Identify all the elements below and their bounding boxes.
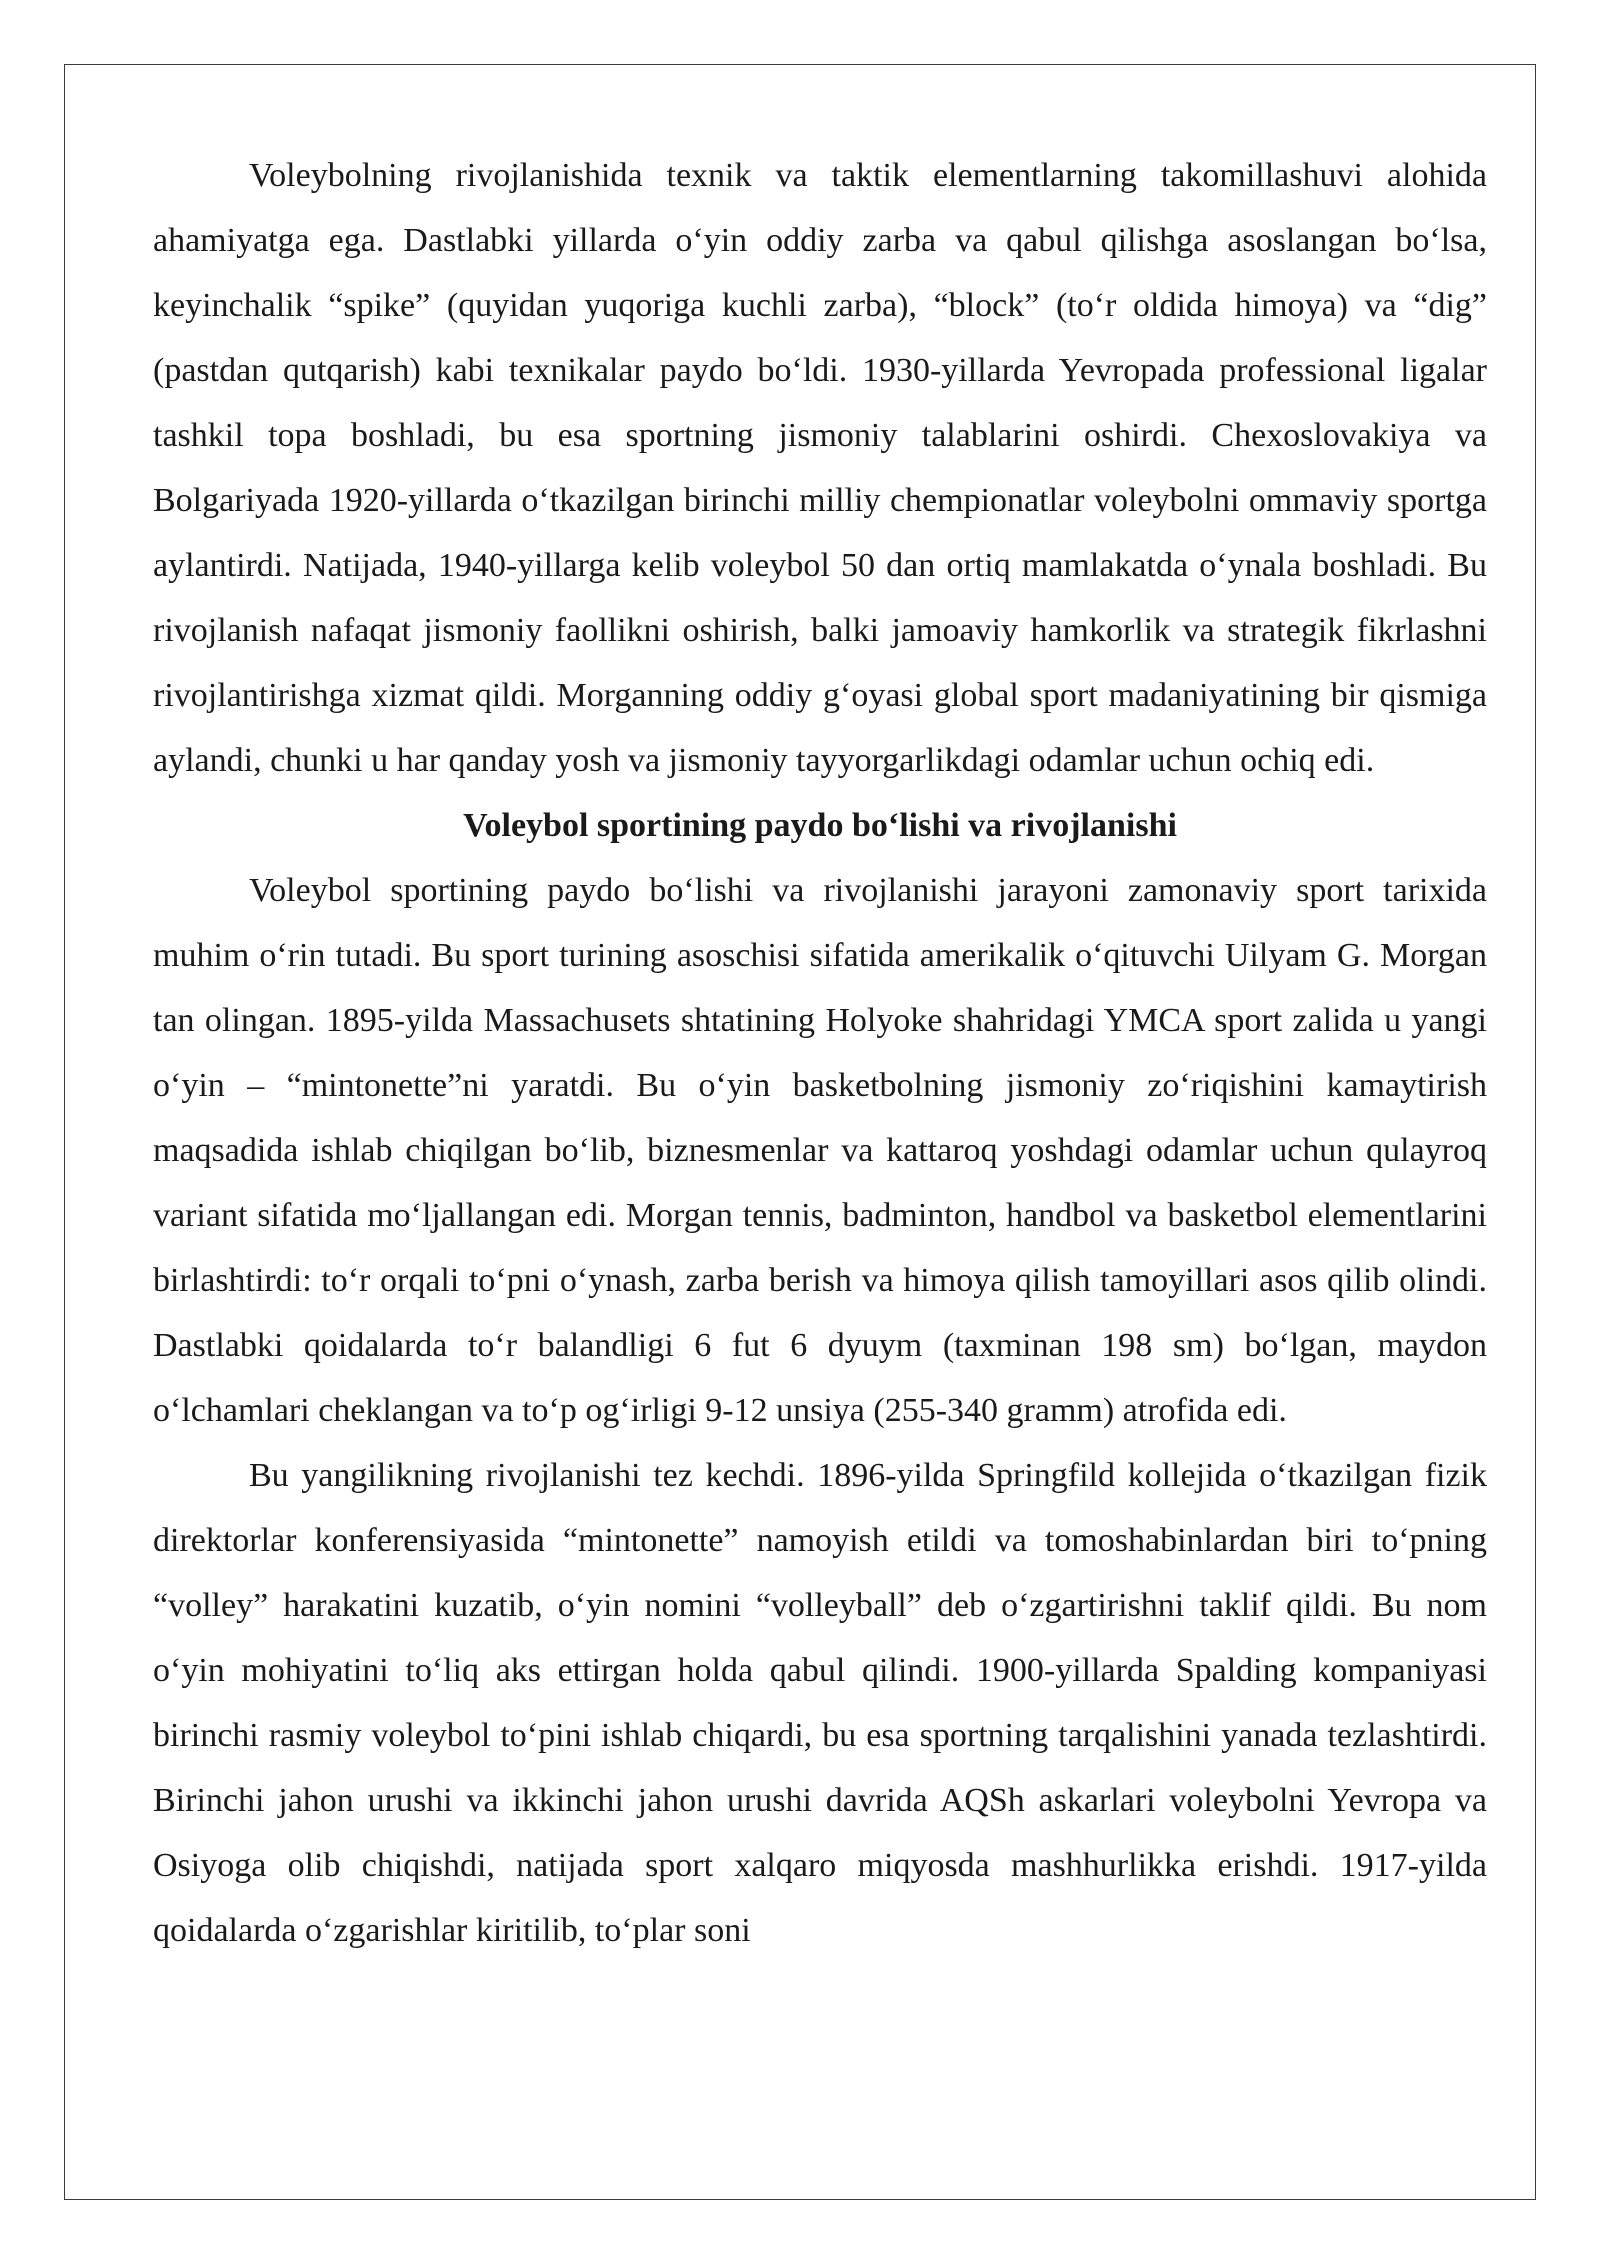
section-heading: Voleybol sportining paydo bo‘lishi va rivojlanishi	[463, 807, 1177, 844]
paragraph-technique: Voleybolning rivojlanishida texnik va taktik elementlarning takomillashuvi alohida ahamiyatga ega. Dastlabki yillarda o‘yin oddiy zarba va qabul qilishga asoslangan bo‘lsa, keyinchalik “spike” (quyidan yuqoriga kuchli zarba), “block” (to‘r oldida himoya) va “dig” (pastdan qutqarish) kabi texnikalar paydo bo‘ldi. 1930-yillarda Yevropada professional ligalar tashkil topa boshladi, bu esa sportning jismoniy talablarini oshirdi. Chexoslovakiya va Bolgariyada 1920-yillarda o‘tkazilgan birinchi milliy chempionatlar voleybolni ommaviy sportga aylantirdi. Natijada, 1940-yillarga kelib voleybol 50 dan ortiq mamlakatda o‘ynala boshladi. Bu rivojlanish nafaqat jismoniy faollikni oshirish, balki jamoaviy hamkorlik va strategik fikrlashni rivojlantirishga xizmat qildi. Morganning oddiy g‘oyasi global sport madaniyatining bir qismiga aylandi, chunki u har qanday yosh va jismoniy tayyorgarlikdagi odamlar uchun ochiq edi.	[153, 157, 1487, 779]
document-body	[153, 143, 1487, 1963]
paragraph-development: Bu yangilikning rivojlanishi tez kechdi. 1896-yilda Springfild kollejida o‘tkazilgan fizik direktorlar konferensiyasida “mintonette” namoyish etildi va tomoshabinlardan biri to‘pning “volley” harakatini kuzatib, o‘yin nomini “volleyball” deb o‘zgartirishni taklif qildi. Bu nom o‘yin mohiyatini to‘liq aks ettirgan holda qabul qilindi. 1900-yillarda Spalding kompaniyasi birinchi rasmiy voleybol to‘pini ishlab chiqardi, bu esa sportning tarqalishini yanada tezlashtirdi. Birinchi jahon urushi va ikkinchi jahon urushi davrida AQSh askarlari voleybolni Yevropa va Osiyoga olib chiqishdi, natijada sport xalqaro miqyosda mashhurlikka erishdi. 1917-yilda qoidalarda o‘zgarishlar kiritilib, to‘plar soni	[153, 1457, 1487, 1949]
paragraph-origin: Voleybol sportining paydo bo‘lishi va rivojlanishi jarayoni zamonaviy sport tarixida muhim o‘rin tutadi. Bu sport turining asoschisi sifatida amerikalik o‘qituvchi Uilyam G. Morgan tan olingan. 1895-yilda Massachusets shtatining Holyoke shahridagi YMCA sport zalida u yangi o‘yin – “mintonette”ni yaratdi. Bu o‘yin basketbolning jismoniy zo‘riqishini kamaytirish maqsadida ishlab chiqilgan bo‘lib, biznesmenlar va kattaroq yoshdagi odamlar uchun qulayroq variant sifatida mo‘ljallangan edi. Morgan tennis, badminton, handbol va basketbol elementlarini birlashtirdi: to‘r orqali to‘pni o‘ynash, zarba berish va himoya qilish tamoyillari asos qilib olindi. Dastlabki qoidalarda to‘r balandligi 6 fut 6 dyuym (taxminan 198 sm) bo‘lgan, maydon o‘lchamlari cheklangan va to‘p og‘irligi 9-12 unsiya (255-340 gramm) atrofida edi.	[153, 872, 1487, 1429]
